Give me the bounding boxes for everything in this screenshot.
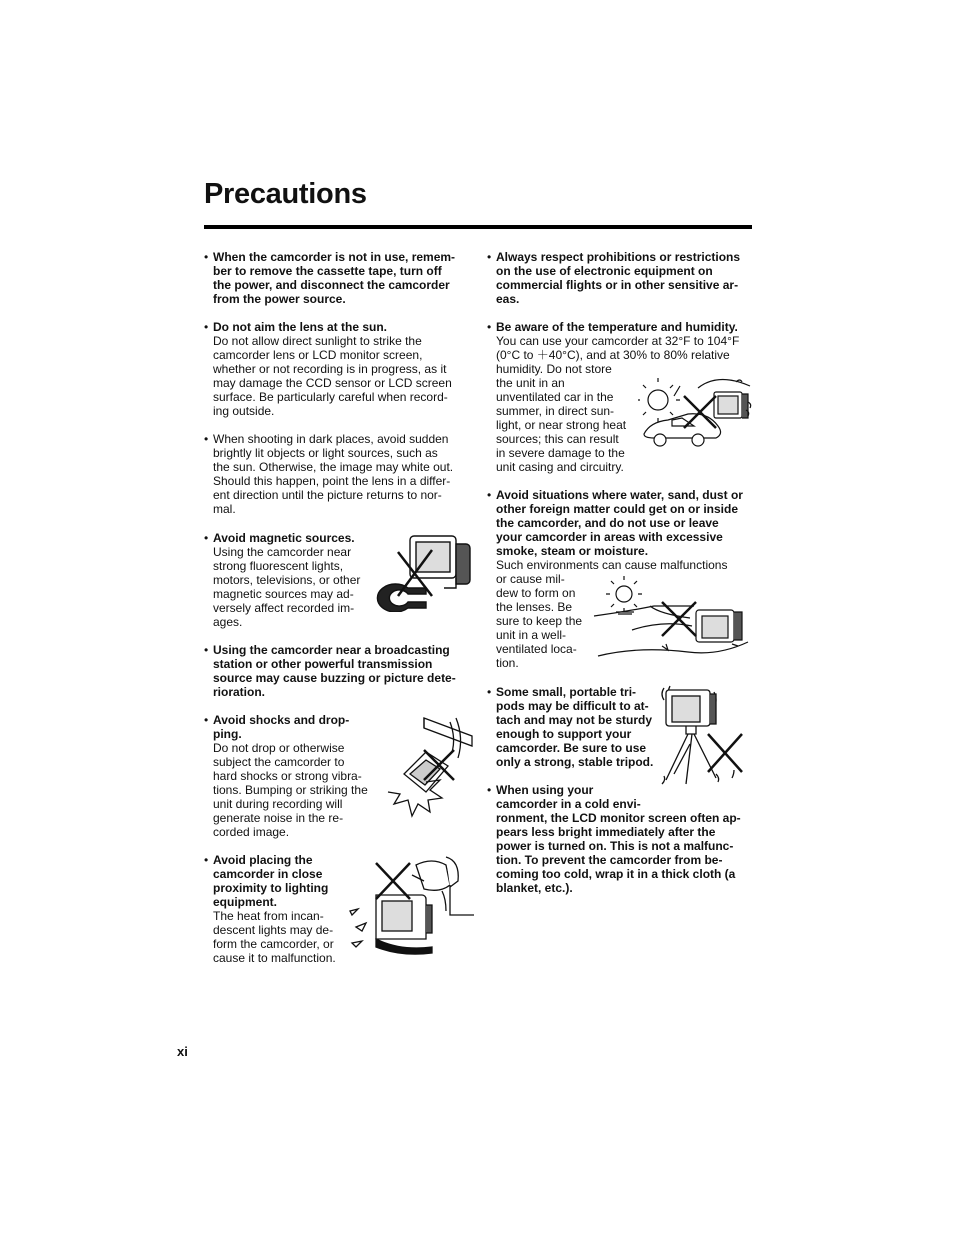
drop-shock-illustration	[384, 714, 476, 822]
text-line: in severe damage to the	[496, 446, 625, 460]
section-heading: Avoid magnetic sources.	[213, 531, 355, 545]
text-line: subject the camcorder to	[213, 755, 345, 769]
precaution-sun	[213, 320, 452, 418]
section-heading: Avoid placing the	[213, 853, 313, 867]
text-line: form the camcorder, or	[213, 937, 334, 951]
text-line: Using the camcorder near	[213, 545, 352, 559]
text-line: sure to keep the	[496, 614, 583, 628]
text-line: camcorder. Be sure to use	[496, 741, 647, 755]
text-line: humidity. Do not store	[496, 362, 612, 376]
precaution-lighting	[213, 853, 336, 965]
text-line: ing outside.	[213, 404, 275, 418]
text-line: ages.	[213, 615, 243, 629]
text-line: from the power source.	[213, 292, 346, 306]
text-line: sources; this can result	[496, 432, 619, 446]
bullet: •	[204, 320, 209, 334]
text-line: on the use of electronic equipment on	[496, 264, 713, 278]
text-line: the power, and disconnect the camcorder	[213, 278, 450, 292]
text-line: whether or not recording is in progress, as it	[213, 362, 447, 376]
text-line: the sun. Otherwise, the image may white out.	[213, 460, 454, 474]
text-line: motors, televisions, or other	[213, 573, 361, 587]
text-line: ronment, the LCD monitor screen often ap-	[496, 811, 741, 825]
bullet: •	[204, 853, 209, 867]
text-line: descent lights may de-	[213, 923, 334, 937]
text-line: dew to form on	[496, 586, 576, 600]
text-line: generate noise in the re-	[213, 811, 344, 825]
lighting-equipment-illustration	[346, 855, 476, 955]
bullet: •	[204, 250, 209, 264]
text-line: pears less bright immediately after the	[496, 825, 716, 839]
text-line: ber to remove the cassette tape, turn off	[213, 264, 442, 278]
title-rule	[204, 225, 752, 229]
section-heading: Do not aim the lens at the sun.	[213, 320, 388, 334]
page-title: Precautions	[204, 178, 367, 210]
text-line: coming too cold, wrap it in a thick cloth (a	[496, 867, 736, 881]
bullet: •	[204, 531, 209, 545]
section-heading: the camcorder, and do not use or leave	[496, 516, 719, 530]
section-heading: smoke, steam or moisture.	[496, 544, 649, 558]
bullet: •	[204, 713, 209, 727]
text-line: blanket, etc.).	[496, 881, 573, 895]
bullet: •	[487, 783, 492, 797]
text-line: the unit in an	[496, 376, 565, 390]
text-line: camcorder lens or LCD monitor screen,	[213, 348, 423, 362]
text-line: rioration.	[213, 685, 266, 699]
text-line: ventilated loca-	[496, 642, 577, 656]
text-line: When the camcorder is not in use, remem-	[213, 250, 456, 264]
text-line: pods may be difficult to at-	[496, 699, 649, 713]
text-line: Do not allow direct sunlight to strike the	[213, 334, 422, 348]
precaution-magnetic	[213, 531, 360, 629]
beach-sand-illustration	[592, 576, 752, 662]
text-line: commercial flights or in other sensitive ar-	[496, 278, 739, 292]
text-line: the lenses. Be	[496, 600, 573, 614]
text-line: When shooting in dark places, avoid sudden	[213, 432, 449, 446]
bullet: •	[487, 250, 492, 264]
text-line: may damage the CCD sensor or LCD screen	[213, 376, 452, 390]
precaution-dark-places	[213, 432, 453, 516]
precaution-tripod	[496, 685, 653, 769]
text-line: Always respect prohibitions or restrictions	[496, 250, 741, 264]
text-line: enough to support your	[496, 727, 632, 741]
text-line: only a strong, stable tripod.	[496, 755, 654, 769]
text-line: eas.	[496, 292, 520, 306]
text-line: ent direction until the picture returns to nor-	[213, 488, 442, 502]
text-line: camcorder in a cold envi-	[496, 797, 641, 811]
text-line: brightly lit objects or light sources, such as	[213, 446, 438, 460]
text-line: summer, in direct sun-	[496, 404, 615, 418]
text-line: The heat from incan-	[213, 909, 324, 923]
text-line: hard shocks or strong vibra-	[213, 769, 362, 783]
text-line: corded image.	[213, 825, 290, 839]
text-line: Some small, portable tri-	[496, 685, 637, 699]
section-heading: Avoid shocks and drop-	[213, 713, 350, 727]
section-heading: proximity to lighting	[213, 881, 329, 895]
text-line: tion.	[496, 656, 519, 670]
text-line: Such environments can cause malfunctions	[496, 558, 728, 572]
text-line: Do not drop or otherwise	[213, 741, 345, 755]
text-line: (0°C to ＋40°C), and at 30% to 80% relative	[496, 348, 730, 362]
section-heading: Avoid situations where water, sand, dust or	[496, 488, 743, 502]
text-line: or cause mil-	[496, 572, 565, 586]
text-line: light, or near strong heat	[496, 418, 627, 432]
text-line: strong fluorescent lights,	[213, 559, 344, 573]
bullet: •	[204, 432, 209, 446]
text-line: tach and may not be sturdy	[496, 713, 653, 727]
precaution-broadcasting	[213, 643, 456, 699]
section-heading: other foreign matter could get on or inside	[496, 502, 739, 516]
text-line: source may cause buzzing or picture dete-	[213, 671, 456, 685]
text-line: unit in a well-	[496, 628, 567, 642]
magnet-illustration	[368, 532, 472, 612]
text-line: unit during recording will	[213, 797, 343, 811]
hot-car-illustration	[638, 376, 754, 454]
precaution-cold	[496, 783, 741, 895]
text-line: You can use your camcorder at 32°F to 104°F	[496, 334, 740, 348]
text-line: versely affect recorded im-	[213, 601, 355, 615]
section-heading: Be aware of the temperature and humidity.	[496, 320, 738, 334]
text-line: unventilated car in the	[496, 390, 614, 404]
section-heading: your camcorder in areas with excessive	[496, 530, 723, 544]
precaution-flights	[496, 250, 740, 306]
text-line: mal.	[213, 502, 236, 516]
text-line: station or other powerful transmission	[213, 657, 433, 671]
text-line: Should this happen, point the lens in a differ-	[213, 474, 451, 488]
bullet: •	[204, 643, 209, 657]
text-line: magnetic sources may ad-	[213, 587, 354, 601]
precaution-cassette-power	[213, 250, 455, 306]
text-line: tion. To prevent the camcorder from be-	[496, 853, 723, 867]
text-line: surface. Be particularly careful when record-	[213, 390, 448, 404]
bullet: •	[487, 685, 492, 699]
section-heading: equipment.	[213, 895, 278, 909]
precaution-shocks	[213, 713, 368, 839]
section-heading: ping.	[213, 727, 242, 741]
section-heading: camcorder in close	[213, 867, 323, 881]
page-number: xi	[177, 1044, 188, 1059]
text-line: tions. Bumping or striking the	[213, 783, 368, 797]
text-line: cause it to malfunction.	[213, 951, 336, 965]
text-line: power is turned on. This is not a malfunc-	[496, 839, 734, 853]
bullet: •	[487, 320, 492, 334]
text-line: unit casing and circuitry.	[496, 460, 624, 474]
tripod-illustration	[658, 684, 750, 790]
text-line: Using the camcorder near a broadcasting	[213, 643, 450, 657]
bullet: •	[487, 488, 492, 502]
text-line: When using your	[496, 783, 594, 797]
